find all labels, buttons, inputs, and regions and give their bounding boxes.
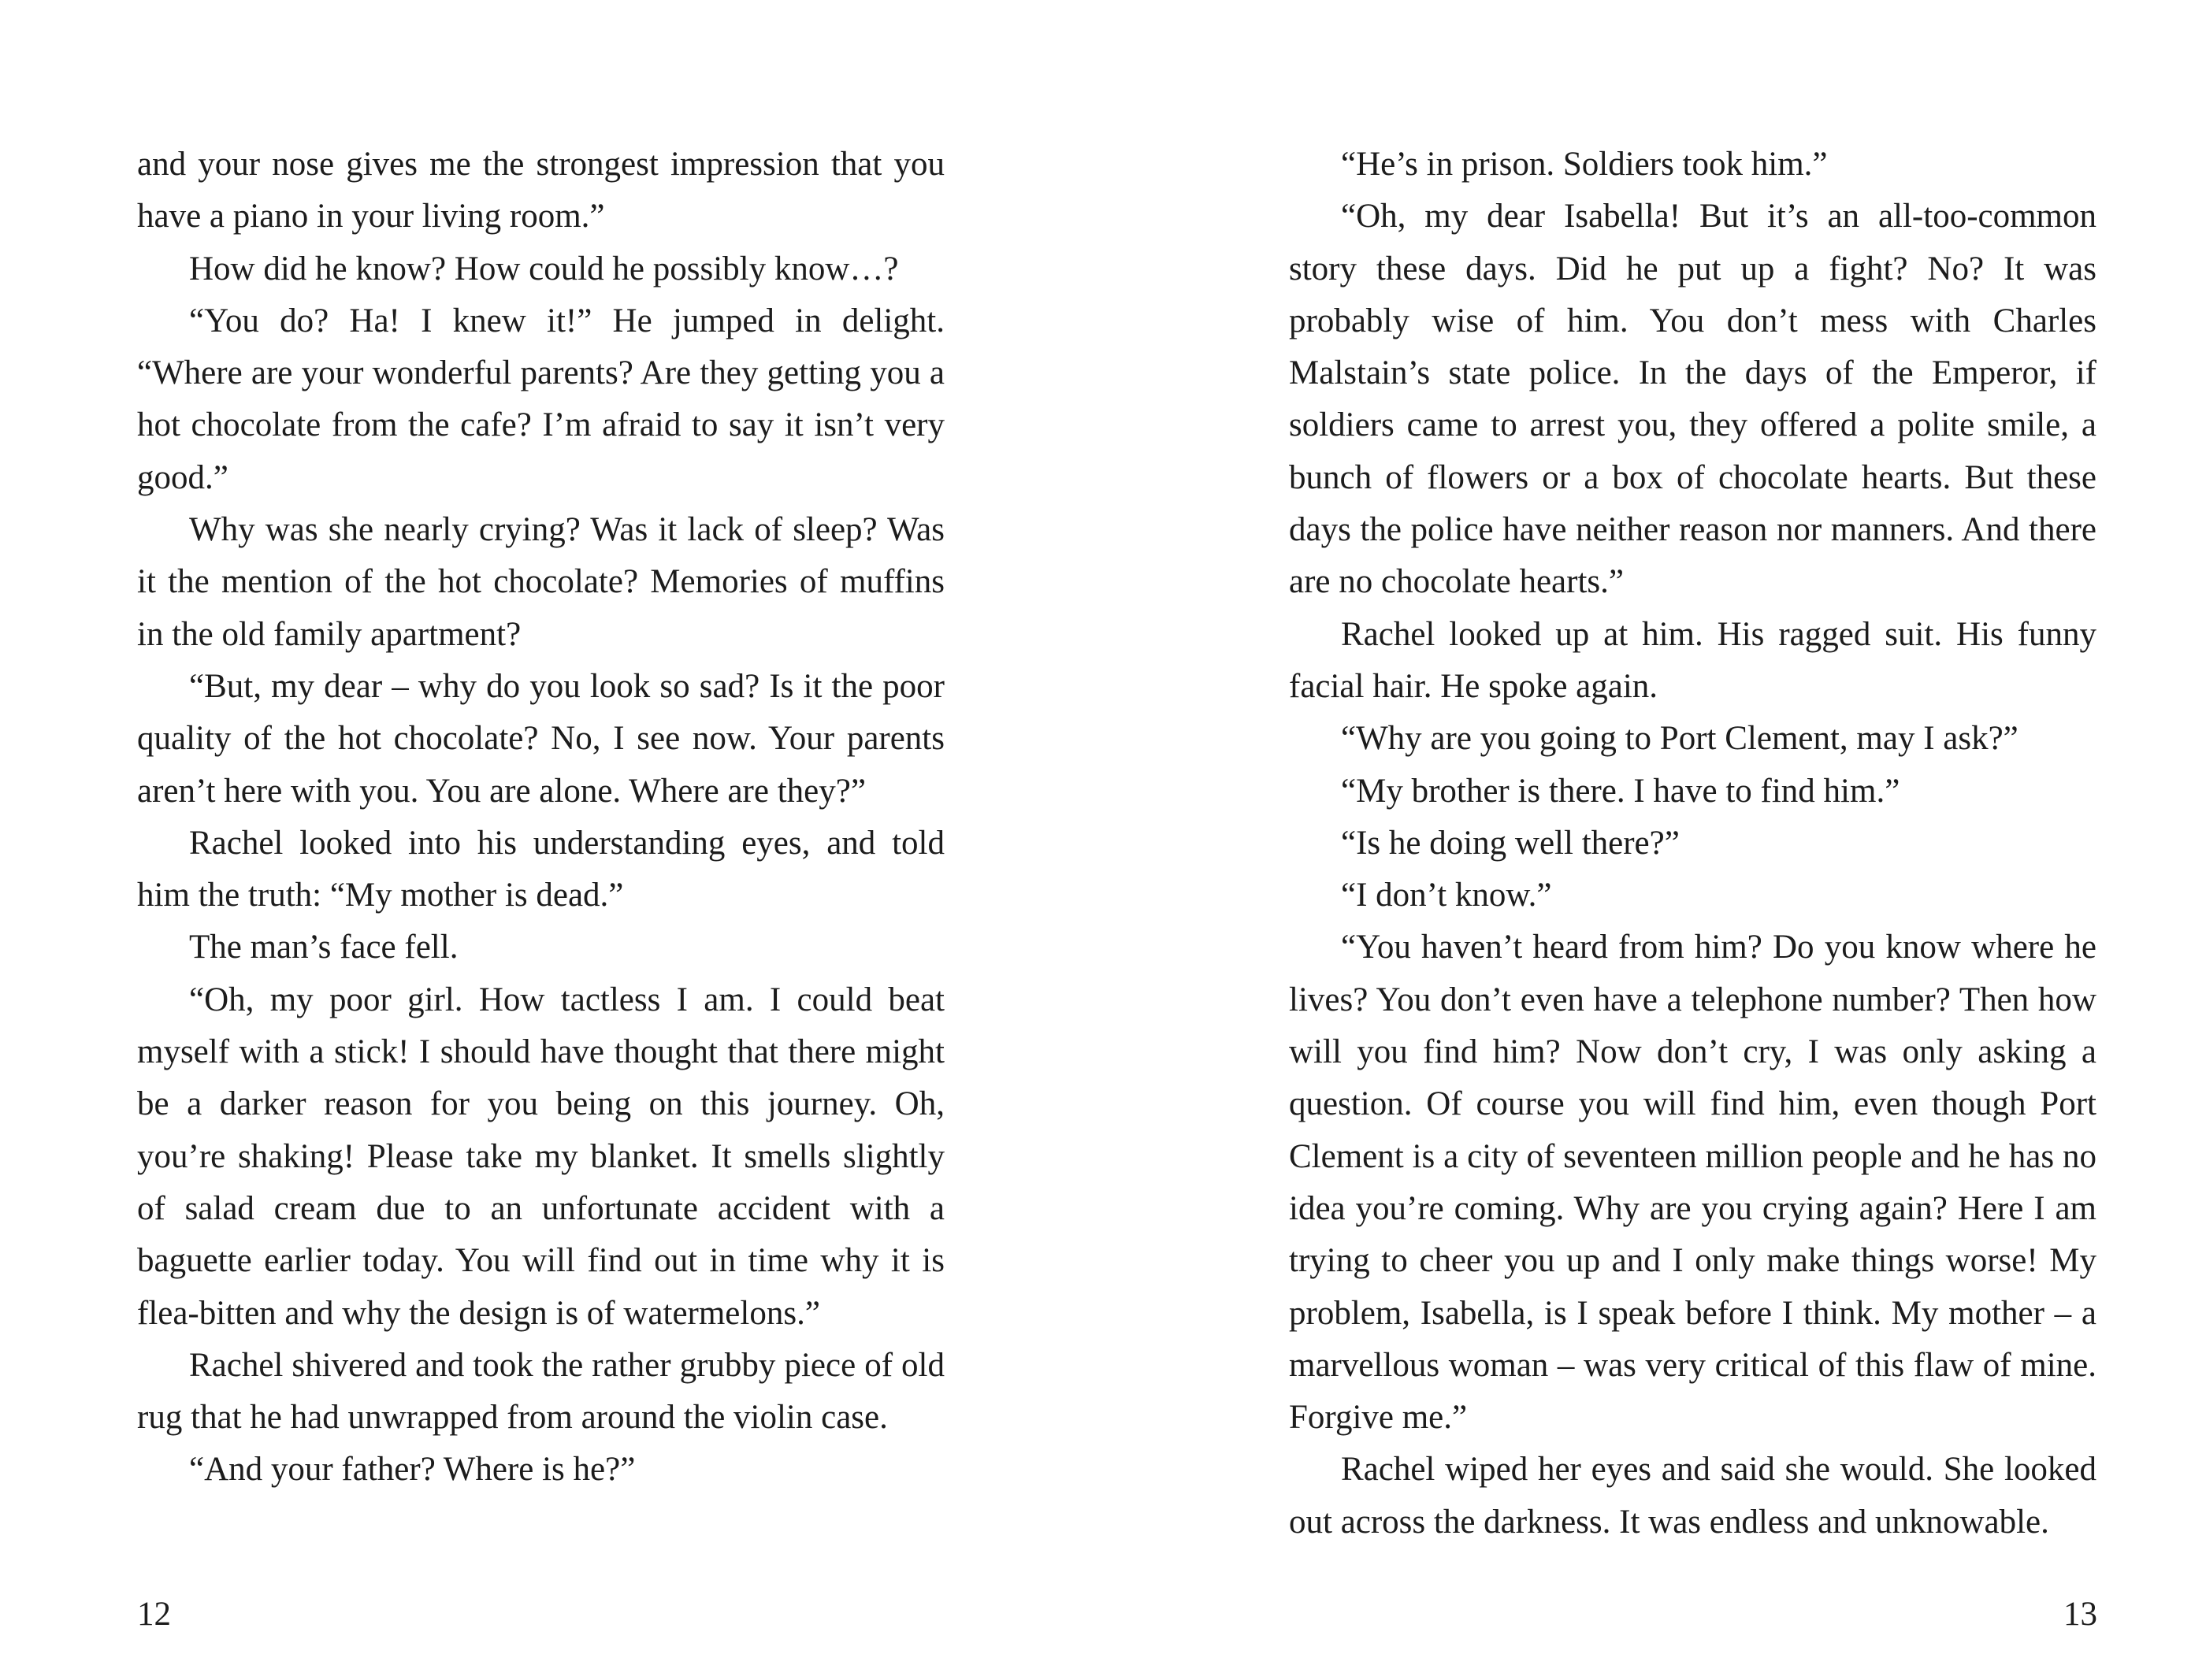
- paragraph: Rachel wiped her eyes and said she would. She looked out across the darkness. It was endless and unknowable.: [1289, 1451, 2096, 1541]
- paragraph: “And your father? Where is he?”: [189, 1451, 636, 1489]
- paragraph: “Why are you going to Port Clement, may I ask?”: [1341, 720, 2018, 758]
- paragraph: “You haven’t heard from him? Do you know where he lives? You don’t even have a telephone number? Then how will you find him? Now don’t cry, I was only asking a question. Of course you will find him, even though Port Clement is a city of seventeen million people and he has no idea you’re coming. Why are you crying again? Here I am trying to cheer you up and I only make things worse! My problem, Isabella, is I speak before I think. My mother – a marvellous woman – was very critical of this flaw of mine. Forgive me.”: [1289, 929, 2096, 1437]
- paragraph: Rachel looked up at him. His ragged suit. His funny facial hair. He spoke again.: [1289, 615, 2096, 705]
- paragraph: Rachel shivered and took the rather grubby piece of old rug that he had unwrapped from around the violin case.: [137, 1346, 945, 1437]
- paragraph: “Is he doing well there?”: [1341, 824, 1680, 862]
- paragraph: “But, my dear – why do you look so sad? Is it the poor quality of the hot chocolate? No, I see now. Your parents aren’t here with you. You are alone. Where are they?”: [137, 667, 945, 810]
- right-page: [1103, 0, 2206, 1680]
- paragraph: Rachel looked into his understanding eyes, and told him the truth: “My mother is dead.”: [137, 824, 945, 914]
- paragraph: “You do? Ha! I knew it!” He jumped in delight. “Where are your wonderful parents? Are they getting you a hot chocolate from the cafe? I’m afraid to say it isn’t very good.”: [137, 302, 945, 496]
- page-number-left: 12: [137, 1596, 171, 1633]
- left-page-text: [137, 139, 945, 1496]
- paragraph: “My brother is there. I have to find him.”: [1341, 772, 1900, 810]
- paragraph: “Oh, my poor girl. How tactless I am. I could beat myself with a stick! I should have thought that there might be a darker reason for you being on this journey. Oh, you’re shaking! Please take my blanket. It smells slightly of salad cream due to an unfortunate accident with a baguette earlier today. You will find out in time why it is flea-bitten and why the design is of watermelons.”: [137, 981, 945, 1332]
- paragraph: The man’s face fell.: [189, 929, 459, 966]
- paragraph: “I don’t know.”: [1341, 877, 1552, 914]
- page-number-right: 13: [2063, 1596, 2097, 1633]
- paragraph: Why was she nearly crying? Was it lack of sleep? Was it the mention of the hot chocolate? Memories of muffins in the old family apartment?: [137, 511, 945, 653]
- paragraph: “He’s in prison. Soldiers took him.”: [1341, 146, 1828, 183]
- right-page-text: [1289, 139, 2096, 1548]
- paragraph: How did he know? How could he possibly know…?: [189, 250, 899, 287]
- paragraph: “Oh, my dear Isabella! But it’s an all-too-common story these days. Did he put up a fight? No? It was probably wise of him. You don’t mess with Charles Malstain’s state police. In the days of the Emperor, if soldiers came to arrest you, they offered a polite smile, a bunch of flowers or a box of chocolate hearts. But these days the police have neither reason nor manners. And there are no chocolate hearts.”: [1289, 198, 2096, 601]
- paragraph: and your nose gives me the strongest impression that you have a piano in your living room.”: [137, 146, 945, 235]
